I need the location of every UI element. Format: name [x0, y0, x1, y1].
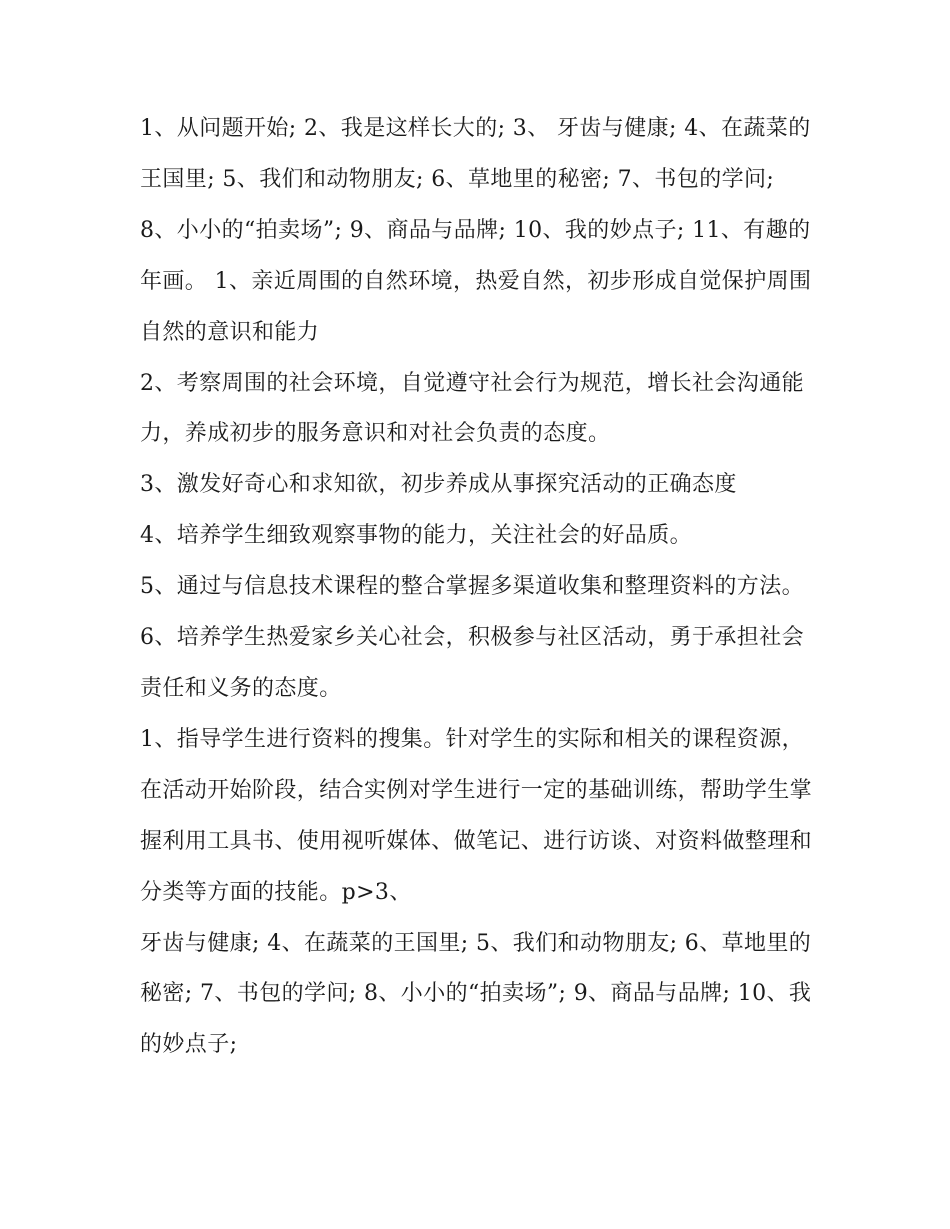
paragraph-6: 5、通过与信息技术课程的整合掌握多渠道收集和整理资料的方法。 6、培养学生热爱家乡关心社会，积极参与社区活动，勇于承担社会责任和义务的态度。	[140, 574, 804, 701]
paragraph-4: 3、激发好奇心和求知欲，初步养成从事探究活动的正确态度	[140, 472, 737, 498]
paragraph-7: 1、指导学生进行资料的搜集。针对学生的实际和相关的课程资源，在活动开始阶段，结合实例对学生进行一定的基础训练，帮助学生掌握利用工具书、使用视听媒体、做笔记、进行访谈、对资料做整理和分类等方面的技能。p>3、	[140, 726, 813, 905]
paragraph-8: 牙齿与健康; 4、在蔬菜的王国里; 5、我们和动物朋友; 6、草地里的秘密; 7、书包的学问; 8、小小的“拍卖场”; 9、商品与品牌; 10、我的妙点子;	[140, 930, 812, 1058]
paragraph-3: 2、考察周围的社会环境，自觉遵守社会行为规范，增长社会沟通能力，养成初步的服务意识和对社会负责的态度。	[140, 370, 804, 447]
paragraph-5: 4、培养学生细致观察事物的能力，关注社会的好品质。	[140, 523, 692, 549]
document-body	[140, 104, 812, 1071]
paragraph-1: 1、从问题开始; 2、我是这样长大的; 3、 牙齿与健康; 4、在蔬菜的王国里; 5、我们和动物朋友; 6、草地里的秘密; 7、书包的学问;	[140, 116, 811, 192]
paragraph-2: 8、小小的“拍卖场”; 9、商品与品牌; 10、我的妙点子; 11、有趣的年画。 1、亲近周围的自然环境，热爱自然，初步形成自觉保护周围自然的意识和能力	[140, 217, 812, 345]
